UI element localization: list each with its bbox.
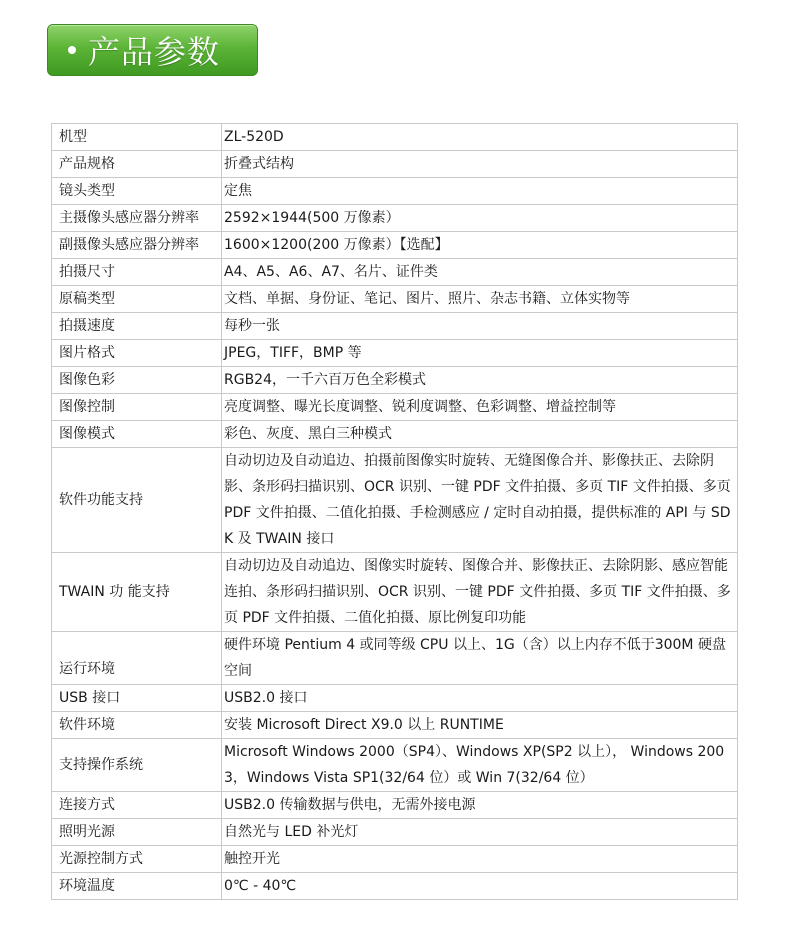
spec-value: 彩色、灰度、黑白三种模式 [222,421,738,448]
spec-value: 自动切边及自动追边、拍摄前图像实时旋转、无缝图像合并、影像扶正、去除阴影、条形码扫描识别、OCR 识别、一键 PDF 文件拍摄、多页 TIF 文件拍摄、多页 PDF 文件拍摄、二值化拍摄、手检测感应 / 定时自动拍摄，提供标准的 API 与 SDK 及 TWAIN 接口 [222,448,738,553]
spec-key: 原稿类型 [52,286,222,313]
spec-key: USB 接口 [52,685,222,712]
bullet-icon [68,46,76,54]
table-row [52,205,738,232]
spec-value: 安装 Microsoft Direct X9.0 以上 RUNTIME [222,712,738,739]
spec-key: 拍摄速度 [52,313,222,340]
table-row [52,632,738,685]
section-title: 产品参数 [88,33,221,71]
spec-key: 连接方式 [52,792,222,819]
spec-key: 支持操作系统 [52,739,222,792]
spec-key: 产品规格 [52,151,222,178]
spec-value: 1600×1200(200 万像素）【选配】 [222,232,738,259]
spec-value: 硬件环境 Pentium 4 或同等级 CPU 以上、1G（含）以上内存不低于300M 硬盘空间 [222,632,738,685]
spec-key: 环境温度 [52,873,222,900]
table-row [52,873,738,900]
spec-table [51,123,738,900]
spec-value: A4、A5、A6、A7、名片、证件类 [222,259,738,286]
table-row [52,846,738,873]
spec-value: RGB24，一千六百万色全彩模式 [222,367,738,394]
spec-value: 亮度调整、曝光长度调整、锐利度调整、色彩调整、增益控制等 [222,394,738,421]
spec-key: 运行环境 [52,632,222,685]
spec-value: 定焦 [222,178,738,205]
spec-value: 2592×1944(500 万像素） [222,205,738,232]
table-row [52,448,738,553]
table-row [52,340,738,367]
table-row [52,124,738,151]
spec-value: Microsoft Windows 2000（SP4）、Windows XP(SP2 以上）， Windows 2003，Windows Vista SP1(32/64 位）或 Win 7(32/64 位） [222,739,738,792]
spec-key: 软件环境 [52,712,222,739]
spec-value: USB2.0 接口 [222,685,738,712]
spec-key: 软件功能支持 [52,448,222,553]
table-row [52,553,738,632]
spec-value: USB2.0 传输数据与供电，无需外接电源 [222,792,738,819]
section-header-badge [47,24,258,76]
spec-value: 折叠式结构 [222,151,738,178]
table-row [52,712,738,739]
spec-value: 每秒一张 [222,313,738,340]
spec-key: 照明光源 [52,819,222,846]
spec-key: 图像色彩 [52,367,222,394]
spec-value: 触控开光 [222,846,738,873]
spec-value: 自然光与 LED 补光灯 [222,819,738,846]
table-row [52,739,738,792]
spec-key: 主摄像头感应器分辨率 [52,205,222,232]
spec-key: 副摄像头感应器分辨率 [52,232,222,259]
spec-value: ZL-520D [222,124,738,151]
table-row [52,394,738,421]
spec-key: 图像模式 [52,421,222,448]
spec-key: 拍摄尺寸 [52,259,222,286]
table-row [52,313,738,340]
spec-key: TWAIN 功 能支持 [52,553,222,632]
table-row [52,421,738,448]
table-row [52,685,738,712]
spec-key: 图像控制 [52,394,222,421]
table-row [52,367,738,394]
table-row [52,259,738,286]
table-row [52,819,738,846]
table-row [52,178,738,205]
spec-key: 光源控制方式 [52,846,222,873]
table-row [52,792,738,819]
table-row [52,286,738,313]
spec-value: 文档、单据、身份证、笔记、图片、照片、杂志书籍、立体实物等 [222,286,738,313]
spec-value: JPEG，TIFF，BMP 等 [222,340,738,367]
spec-value: 自动切边及自动追边、图像实时旋转、图像合并、影像扶正、去除阴影、感应智能连拍、条形码扫描识别、OCR 识别、一键 PDF 文件拍摄、多页 TIF 文件拍摄、多页 PDF 文件拍摄、二值化拍摄、原比例复印功能 [222,553,738,632]
spec-value: 0℃ - 40℃ [222,873,738,900]
table-row [52,232,738,259]
spec-key: 机型 [52,124,222,151]
table-row [52,151,738,178]
spec-key: 镜头类型 [52,178,222,205]
spec-key: 图片格式 [52,340,222,367]
